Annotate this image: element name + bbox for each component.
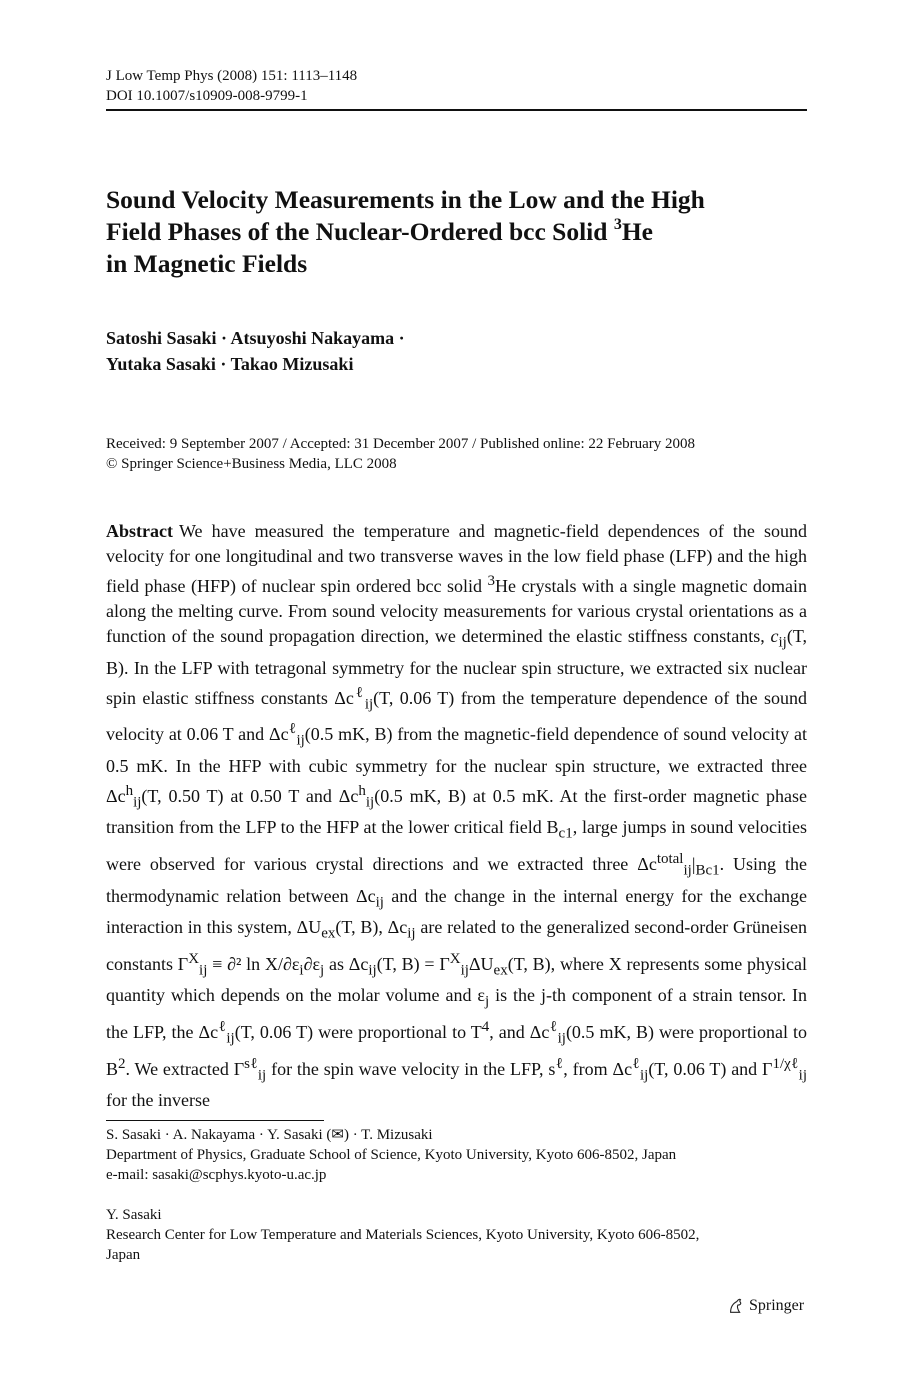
title-line: in Magnetic Fields <box>106 249 308 278</box>
copyright-line: © Springer Science+Business Media, LLC 2008 <box>106 456 397 472</box>
abstract: Abstract We have measured the temperature and magnetic-field dependences of the sound velocity for one longitudinal and two transverse waves in the low field phase (LFP) and the high field phase (HFP) of nuclear spin ordered bcc solid $^3$He crystals with a single magnetic domain along the melting curve. From sound velocity measurements for various crystal orientations as a function of the sound propagation direction, we determined the elastic stiffness constants, $c_{ij}(T$, B). In the LFP with tetragonal symmetry for the nuclear spin structure, we extracted six nuclear spin elastic stiffness constants $\Delta c^\ell_{ij}(T$, 0.06 T) from the temperature dependence of the sound velocity at 0.06 T and $\Delta c^\ell_{ij}(0.5$ mK, B) from the magnetic-field dependence of sound velocity at 0.5 mK. In the HFP with cubic symmetry for the nuclear spin structure, we extracted three $\Delta c^h_{ij}(T$, 0.50 T) at 0.50 T and $\Delta c^h_{ij}(0.5$ mK, B) at 0.5 mK. At the first-order magnetic phase transition from the LFP to the HFP at the lower critical field $B_{c1}$, large jumps in sound velocities were observed for various crystal directions and we extracted three $\Delta c^{total}_{ij}|_{Bc1}$. Using the thermodynamic relation between $\Delta c_{ij}$ and the change in the internal energy for the exchange interaction in this system, $\Delta U_{ex}(T$, B), $\Delta c_{ij}$ are related to the generalized second-order Grüneisen constants $\Gamma^X_{ij} \equiv \partial^2$ $\ln X/\partial\varepsilon_i\partial\varepsilon_j$ as $\Delta c_{ij}(T$, $B) = \Gamma^X_{ij}\Delta U_{ex}(T$, B), where X represents some physical quantity which depends on the molar volume and $\varepsilon_j$ is the j-th component of a strain tensor. In the LFP, the $\Delta c^\ell_{ij}(T$, 0.06 T) were proportional to $T^4$, and $\Delta c^\ell_{ij}(0.5$ mK, B) were proportional to $B^2$. We extracted $\Gamma^{s\ell}_{ij}$ for the spin wave velocity in the LFP, $s^\ell$, from $\Delta c^\ell_{ij}(T$, 0.06 T) and $\Gamma^{1/\chi\ell}_{ij}$ for the inverse <box>106 521 808 1111</box>
affiliation: Japan <box>106 1247 141 1263</box>
footnote-rule <box>106 1120 324 1121</box>
journal-header <box>106 66 357 106</box>
title-line: Sound Velocity Measurements in the Low and the High <box>106 185 705 214</box>
footnote-authors: S. Sasaki · A. Nakayama · Y. Sasaki (✉) · T. Mizusaki <box>106 1127 433 1143</box>
author-line: Yutaka Sasaki · Takao Mizusaki <box>106 354 354 374</box>
affiliation: Department of Physics, Graduate School of Science, Kyoto University, Kyoto 606-8502, Japan <box>106 1147 677 1163</box>
journal-citation: J Low Temp Phys (2008) 151: 1113–1148 <box>106 68 358 84</box>
email[interactable]: e-mail: sasaki@scphys.kyoto-u.ac.jp <box>106 1167 327 1183</box>
title-line: Field Phases of the Nuclear-Ordered bcc Solid $^3$He <box>106 215 653 246</box>
doi: DOI 10.1007/s10909-008-9799-1 <box>106 88 308 104</box>
header-rule <box>106 109 807 111</box>
abstract-label: Abstract <box>106 521 173 541</box>
affiliation: Research Center for Low Temperature and Materials Sciences, Kyoto University, Kyoto 606-8502, <box>106 1227 700 1243</box>
publisher-name: Springer <box>749 1297 805 1314</box>
publication-history <box>106 434 695 474</box>
springer-horse-icon <box>727 1297 745 1315</box>
author-list <box>106 325 405 377</box>
paper-title <box>106 184 806 280</box>
history-line: Received: 9 September 2007 / Accepted: 31 December 2007 / Published online: 22 February 2008 <box>106 436 696 452</box>
footnote-author: Y. Sasaki <box>106 1207 162 1223</box>
author-line: Satoshi Sasaki · Atsuyoshi Nakayama · <box>106 328 405 348</box>
publisher-logo <box>727 1297 804 1315</box>
footnote-affiliations <box>106 1125 807 1185</box>
footnote-affiliation-2 <box>106 1205 807 1265</box>
